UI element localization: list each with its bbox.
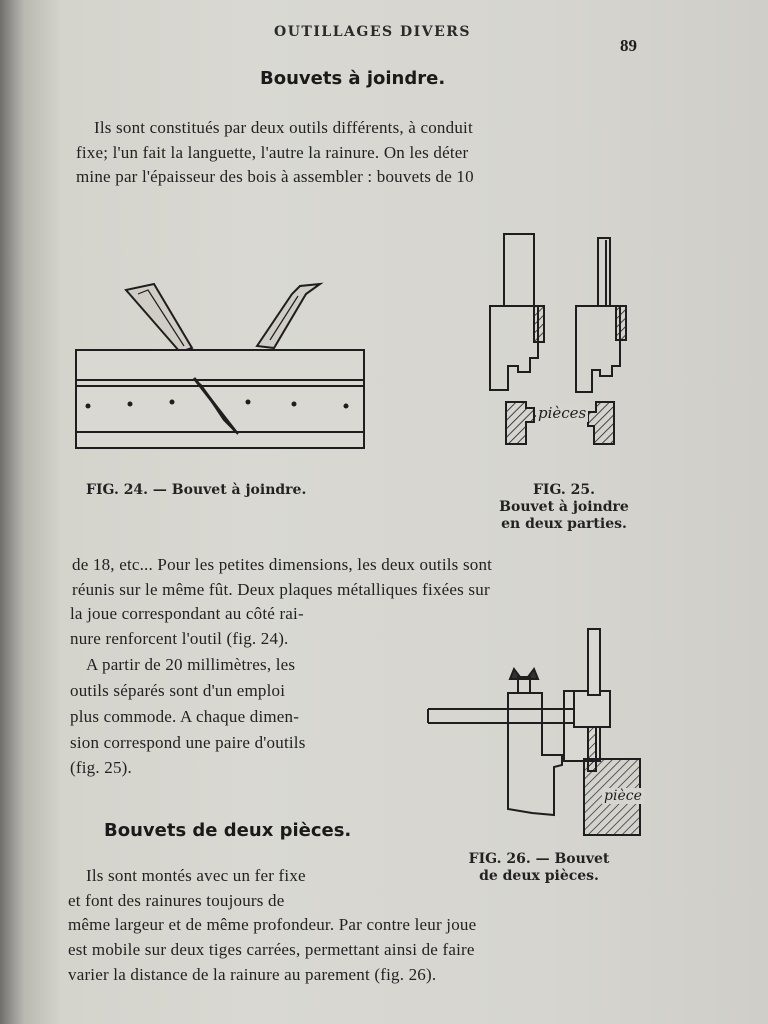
figure-26-drawing: [424, 625, 624, 840]
paragraph-line: la joue correspondant au côté rai-: [70, 604, 304, 623]
figure-25-caption: [474, 482, 654, 533]
paragraph-line: fixe; l'un fait la languette, l'autre la rainure. On les déter: [76, 143, 469, 162]
section-heading-bouvets-a-joindre: Bouvets à joindre.: [260, 68, 446, 89]
paragraph-line: mine par l'épaisseur des bois à assembler : bouvets de 10: [76, 167, 474, 186]
paragraph-line: sion correspond une paire d'outils: [70, 733, 306, 752]
paragraph-line: et font des rainures toujours de: [68, 891, 285, 910]
book-page: [24, 0, 768, 1024]
figure-24-caption: FIG. 24. — Bouvet à joindre.: [86, 482, 307, 498]
figure-25-caption-line: FIG. 25.: [532, 482, 596, 498]
running-head: OUTILLAGES DIVERS: [274, 24, 471, 40]
paragraph-line: de 18, etc... Pour les petites dimensions, les deux outils sont: [72, 555, 493, 574]
paragraph-line: plus commode. A chaque dimen-: [70, 707, 300, 726]
figure-25-caption-line: Bouvet à joindre: [499, 499, 629, 515]
figure-24-plane-drawing: [74, 280, 370, 455]
figure-26-label-piece: pièce: [604, 788, 642, 804]
paragraph-line: même largeur et de même profondeur. Par contre leur joue: [68, 915, 477, 934]
paragraph-line: A partir de 20 millimètres, les: [86, 655, 296, 674]
paragraph-line: outils séparés sont d'un emploi: [70, 681, 286, 700]
paragraph-line: nure renforcent l'outil (fig. 24).: [70, 629, 289, 648]
paragraph-line: (fig. 25).: [70, 758, 132, 777]
paragraph-line: Ils sont montés avec un fer fixe: [86, 866, 306, 885]
figure-25-label-pieces: pièces: [538, 404, 587, 422]
paragraph-line: varier la distance de la rainure au parement (fig. 26).: [68, 965, 437, 984]
page-number: 89: [620, 36, 637, 55]
paragraph-line: est mobile sur deux tiges carrées, permettant ainsi de faire: [68, 940, 475, 959]
paragraph-line: Ils sont constitués par deux outils différents, à conduit: [94, 118, 473, 137]
figure-25-caption-line: en deux parties.: [501, 516, 627, 532]
figure-26-caption: [444, 851, 634, 885]
figure-26-caption-line: de deux pièces.: [479, 868, 599, 884]
paragraph-line: réunis sur le même fût. Deux plaques métalliques fixées sur: [72, 580, 490, 599]
figure-26-caption-line: FIG. 26. — Bouvet: [468, 851, 610, 867]
section-heading-bouvets-de-deux-pieces: Bouvets de deux pièces.: [104, 820, 352, 841]
